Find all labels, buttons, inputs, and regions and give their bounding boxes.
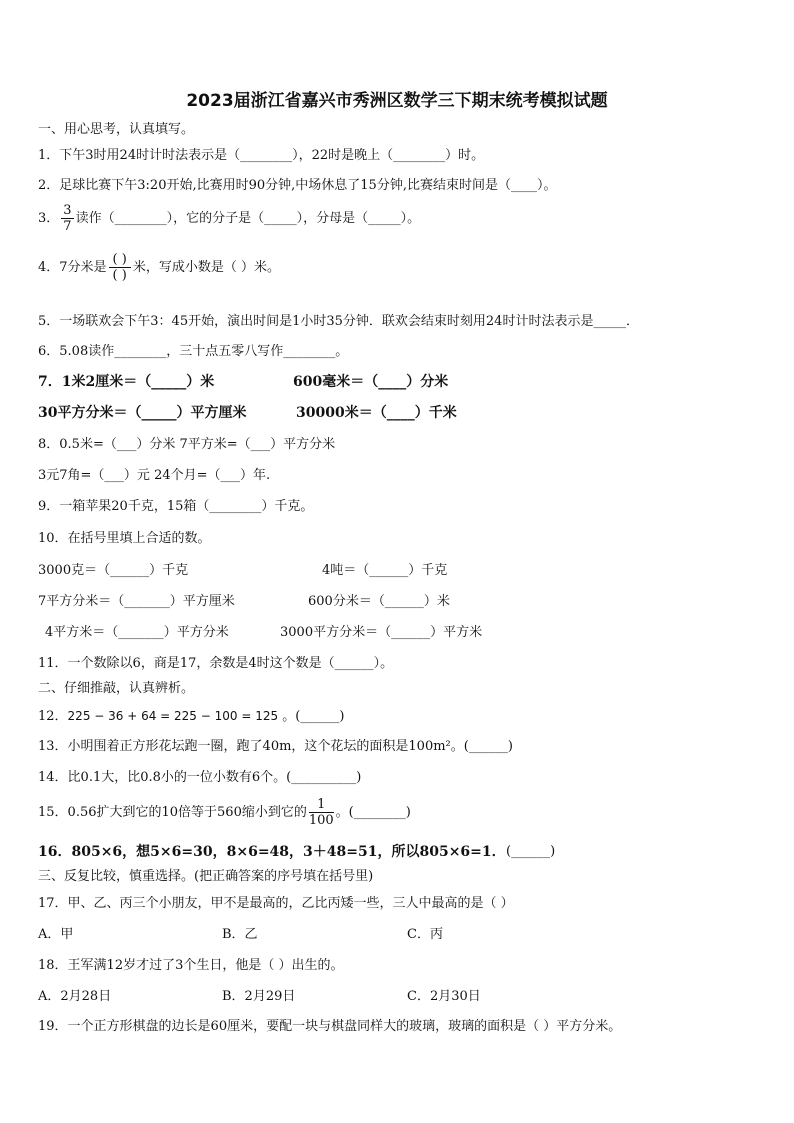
question-14: 14．比0.1大，比0.8小的一位小数有6个。(__________) <box>38 770 362 785</box>
fraction-denominator-blank: ( ) <box>112 268 127 283</box>
question-8a: 8．0.5米=（___）分米 7平方米=（___）平方分米 <box>38 437 336 452</box>
fraction-one-hundredth <box>309 797 334 828</box>
question-3-number: 3． <box>38 211 60 226</box>
question-16-blank: (______) <box>506 844 556 859</box>
question-12 <box>38 707 344 726</box>
question-15 <box>38 797 411 828</box>
question-10a: 3000克＝（______）千克 <box>38 563 189 578</box>
question-10e: 4平方米＝（_______）平方分米 <box>45 625 229 640</box>
question-1: 1．下午3时用24时计时法表示是（________），22时是晚上（________）时。 <box>38 148 485 163</box>
question-12-number: 12． <box>38 709 68 724</box>
fraction-blank <box>109 252 131 283</box>
question-10c: 7平方分米＝（_______）平方厘米 <box>38 594 235 609</box>
question-18-option-a: A．2月28日 <box>38 989 112 1004</box>
section-heading-1: 一、用心思考，认真填写。 <box>38 122 195 137</box>
question-10b: 4吨＝（______）千克 <box>322 563 448 578</box>
section-heading-2: 二、仔细推敲，认真辨析。 <box>38 681 195 696</box>
question-10d: 600分米＝（______）米 <box>308 594 450 609</box>
question-4-text: 4．7分米是 <box>38 260 107 275</box>
question-17-option-b: B．乙 <box>222 927 258 942</box>
question-7b: 600毫米＝（____）分米 <box>293 374 449 390</box>
question-18-option-b: B．2月29日 <box>222 989 296 1004</box>
question-4 <box>38 252 280 283</box>
question-18-option-c: C．2月30日 <box>407 989 481 1004</box>
question-6: 6．5.08读作________，三十点五零八写作________。 <box>38 344 349 359</box>
question-19: 19．一个正方形棋盘的边长是60厘米，要配一块与棋盘同样大的玻璃，玻璃的面积是（ ）平方分米。 <box>38 1019 622 1034</box>
question-12-blank: 。(______) <box>278 709 345 724</box>
question-3-text: 读作（________），它的分子是（_____），分母是（_____）。 <box>75 211 421 226</box>
question-11: 11．一个数除以6，商是17，余数是4时这个数是（______）。 <box>38 656 394 671</box>
question-9: 9．一箱苹果20千克，15箱（________）千克。 <box>38 499 314 514</box>
question-7c: 30平方分米＝（_____）平方厘米 <box>38 405 247 421</box>
question-15-blank: 。(________) <box>335 805 411 820</box>
question-16: 16．805×6，想5×6=30，8×6=48，3＋48=51，所以805×6=1． <box>38 844 506 860</box>
question-17-option-c: C．丙 <box>407 927 443 942</box>
question-8b: 3元7角=（___）元 24个月=（___）年. <box>38 468 271 483</box>
question-17-option-a: A．甲 <box>38 927 74 942</box>
question-15-text: 15．0.56扩大到它的10倍等于560缩小到它的 <box>38 805 307 820</box>
fraction-three-sevenths <box>61 203 73 234</box>
question-7a: 7．1米2厘米＝（_____）米 <box>38 374 215 390</box>
question-7d: 30000米＝（____）千米 <box>296 405 457 421</box>
question-18: 18．王军满12岁才过了3个生日，他是（ ）出生的。 <box>38 958 344 973</box>
fraction-numerator-blank: ( ) <box>109 252 131 268</box>
section-heading-3: 三、反复比较，慎重选择。(把正确答案的序号填在括号里) <box>38 869 374 884</box>
question-2: 2．足球比赛下午3:20开始,比赛用时90分钟,中场休息了15分钟,比赛结束时间是（____）。 <box>38 178 557 193</box>
fraction-denominator: 100 <box>308 813 334 828</box>
fraction-numerator: 1 <box>309 797 334 813</box>
question-12-expression: 225 − 36 + 64 = 225 − 100 = 125 <box>67 709 279 723</box>
question-17: 17．甲、乙、丙三个小朋友，甲不是最高的，乙比丙矮一些，三人中最高的是（ ） <box>38 896 514 911</box>
fraction-numerator: 3 <box>63 203 72 218</box>
question-5: 5．一场联欢会下午3：45开始，演出时间是1小时35分钟．联欢会结束时刻用24时计时法表示是_____． <box>38 314 639 329</box>
question-3 <box>38 203 420 234</box>
question-10f: 3000平方分米＝（______）平方米 <box>280 625 483 640</box>
question-10: 10．在括号里填上合适的数。 <box>38 531 211 546</box>
question-4-rest: 米，写成小数是（ ）米。 <box>132 260 280 275</box>
question-13: 13．小明围着正方形花坛跑一圈，跑了40m，这个花坛的面积是100m²。(______) <box>38 739 513 754</box>
page-title: 2023届浙江省嘉兴市秀洲区数学三下期末统考模拟试题 <box>186 91 608 111</box>
fraction-denominator: 7 <box>63 219 72 234</box>
